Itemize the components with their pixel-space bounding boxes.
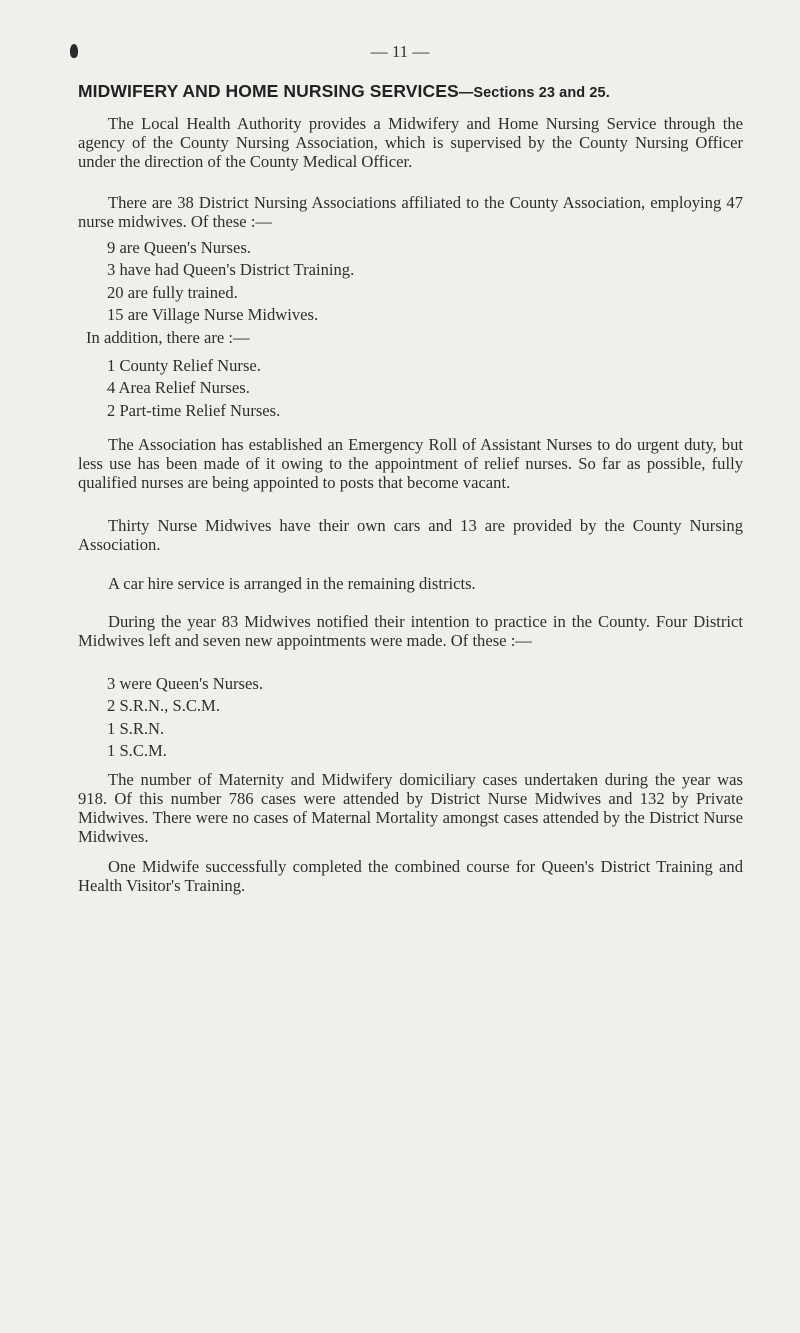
list-item: 9 are Queen's Nurses.	[107, 238, 251, 257]
paragraph-in-addition	[78, 328, 743, 347]
list-item: 2 S.R.N., S.C.M.	[107, 696, 220, 716]
paragraph-maternity-cases	[78, 770, 743, 846]
paragraph-text: In addition, there are :—	[86, 328, 250, 347]
paragraph-text: The Association has established an Emergency Roll of Assistant Nurses to do urgent duty, but less use has been made of it owing to the appointment of relief nurses. So far as possible, fully qualified nurses are being appointed to posts that become vacant.	[78, 435, 743, 492]
paragraph-combined-course	[78, 857, 743, 895]
list-item: 3 have had Queen's District Training.	[107, 260, 355, 280]
paragraph-text: Thirty Nurse Midwives have their own cars and 13 are provided by the County Nursing Association.	[78, 516, 743, 554]
paragraph-text: There are 38 District Nursing Associations affiliated to the County Association, employing 47 nurse midwives. Of these :—	[78, 193, 743, 231]
paragraph-cars	[78, 516, 743, 554]
paragraph-emergency-roll	[78, 435, 743, 492]
page-number: — 11 —	[370, 42, 430, 61]
list-item: 2 Part-time Relief Nurses.	[107, 400, 281, 420]
paragraph-text: One Midwife successfully completed the combined course for Queen's District Training and Health Visitor's Training.	[78, 857, 743, 895]
list-relief-nurses	[107, 355, 280, 422]
list-appointments	[107, 673, 263, 762]
list-item: 4 Area Relief Nurses.	[107, 378, 250, 398]
paragraph-text: A car hire service is arranged in the remaining districts.	[108, 574, 476, 593]
paragraph-service	[78, 114, 743, 171]
heading-sections: —Sections 23 and 25.	[458, 85, 610, 101]
list-item: 1 S.C.M.	[107, 740, 167, 760]
list-item: 20 are fully trained.	[107, 282, 238, 302]
paragraph-notified	[78, 612, 743, 650]
paragraph-text: The number of Maternity and Midwifery domiciliary cases undertaken during the year was 918. Of this number 786 cases were attended by District Nurse Midwives and 132 by Private Midwives. There were no cases of Maternal Mortality amongst cases attended by the District Nurse Midwives.	[78, 770, 743, 846]
paragraph-text: During the year 83 Midwives notified their intention to practice in the County. Four District Midwives left and seven new appointments were made. Of these :—	[78, 612, 743, 650]
list-nurse-midwives	[107, 237, 354, 326]
list-item: 1 S.R.N.	[107, 718, 165, 738]
list-item: 3 were Queen's Nurses.	[107, 674, 263, 693]
section-heading	[78, 81, 778, 102]
paragraph-car-hire	[78, 574, 743, 593]
list-item: 1 County Relief Nurse.	[107, 356, 261, 375]
list-item: 15 are Village Nurse Midwives.	[107, 304, 319, 324]
paragraph-text: The Local Health Authority provides a Midwifery and Home Nursing Service through the agency of the County Nursing Association, which is supervised by the County Nursing Officer under the direction of the County Medical Officer.	[78, 114, 743, 171]
heading-title: MIDWIFERY AND HOME NURSING SERVICES	[78, 81, 459, 101]
paragraph-associations	[78, 193, 743, 231]
